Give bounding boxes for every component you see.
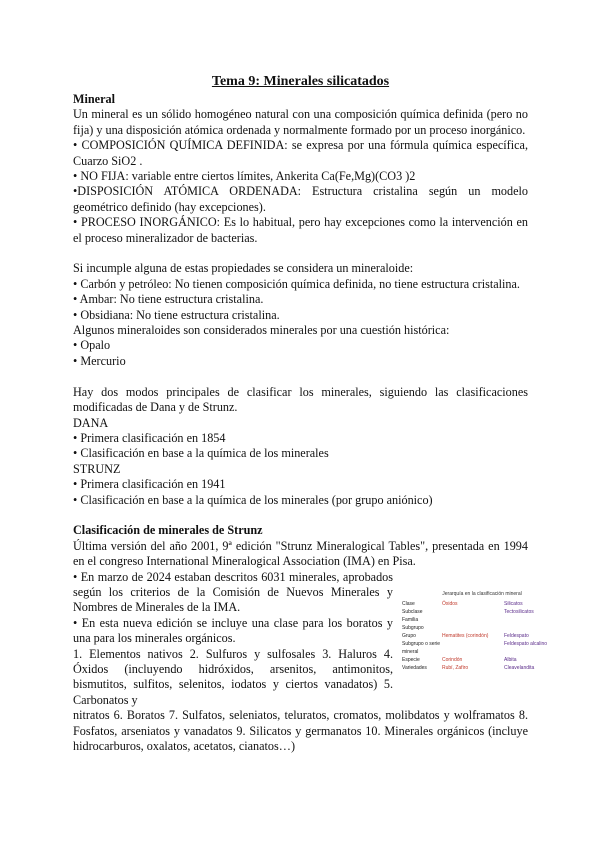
figure-cell [442,616,504,624]
figure-row [402,664,562,672]
clases-list-part1: 1. Elementos nativos 2. Sulfuros y sulfosales 3. Haluros 4. Óxidos (incluyendo hidróxidos, arsenitos, antimonitos, bismutitos, sulfitos, selenitos, iodatos y ciertos vanadatos) 5. Carbonatos y [73,646,393,707]
figure-cell [442,624,504,632]
bullet-dana-2: • Clasificación en base a la química de los minerales [73,446,329,461]
bullet-proceso: • PROCESO INORGÁNICO: Es lo habitual, pero hay excepciones como la intervención en el proceso mineralizador de bacterias. [73,215,528,245]
figure-title: Jerarquía en la clasificación mineral [442,591,522,597]
clases-list-part2: nitratos 6. Boratos 7. Sulfatos, seleniatos, teluratos, cromatos, molibdatos y wolframatos 8. Fosfatos, arseniatos y vanadatos 9. Silicatos y germanatos 10. Minerales orgánicos (incluye hidrocarburos, oxalatos, acetatos, cianatos…) [73,708,528,754]
mineral-definition: Un mineral es un sólido homogéneo natural con una composición química definida (pero no fija) y una disposición atómica ordenada y normalmente formado por un proceso inorgánico. [73,107,528,137]
figure-cell [504,616,562,624]
page-title: Tema 9: Minerales silicatados [211,74,390,89]
strunz-heading: Clasificación de minerales de Strunz [73,523,263,538]
clasificacion-intro: Hay dos modos principales de clasificar los minerales, siguiendo las clasificaciones modificadas de Dana y de Strunz. [73,384,528,415]
figure-cell: Especie [402,657,420,663]
mineraloide-intro: Si incumple alguna de estas propiedades se considera un mineraloide: [73,261,414,276]
figure-cell: Feldespato [504,633,529,639]
bullet-minerales-2024: • En marzo de 2024 estaban descritos 6031 minerales, aprobados según los criterios de la Comisión de Nuevos Minerales y Nombres de Minerales de la IMA. [73,569,393,615]
figure-cell: Silicatos [504,601,523,607]
figure-cell: Feldespato alcalino [504,641,548,647]
strunz-edition: Última versión del año 2001, 9ª edición "Strunz Mineralogical Tables", presentada en 1994 en el congreso International Mineralogical Association (IMA) en Pisa. [73,538,528,569]
figure-cell: Variedades [402,665,427,671]
figure-cell: Rubí, Zafiro [442,665,469,671]
figure-cell: Cleavelandita [504,665,535,671]
mineral-heading: Mineral [73,92,115,106]
figure-cell: Grupo [402,633,416,639]
bullet-disposicion: •DISPOSICIÓN ATÓMICA ORDENADA: Estructura cristalina según un modelo geométrico definido (hay excepciones). [73,184,528,214]
bullet-mercurio: • Mercurio [73,353,126,368]
figure-cell: Óxidos [442,601,458,607]
figure-row [402,624,562,632]
strunz-label: STRUNZ [73,461,121,476]
mineraloide-historic: Algunos mineraloides son considerados minerales por una cuestión histórica: [73,323,450,338]
figure-cell: Familia [402,617,419,623]
bullet-opalo: • Opalo [73,338,111,353]
bullet-composicion: • COMPOSICIÓN QUÍMICA DEFINIDA: se expresa por una fórmula química específica, Cuarzo SiO2 . [73,138,528,168]
bullet-strunz-1: • Primera clasificación en 1941 [73,477,226,492]
figure-row [402,616,562,624]
figure-row [402,632,562,640]
figure-cell [504,624,562,632]
figure-cell: Subgrupo [402,625,424,631]
bullet-strunz-2: • Clasificación en base a la química de los minerales (por grupo aniónico) [73,492,433,507]
figure-row [402,640,562,656]
bullet-obsidiana: • Obsidiana: No tiene estructura cristalina. [73,307,280,322]
figure-cell: Clase [402,601,415,607]
bullet-ambar: • Ambar: No tiene estructura cristalina. [73,292,264,307]
figure-cell: Corindón [442,657,463,663]
figure-cell: Tectosilicatos [504,609,534,615]
bullet-no-fija: • NO FIJA: variable entre ciertos límites, Ankerita Ca(Fe,Mg)(CO3 )2 [73,169,416,184]
figure-cell: Hematites (corindón) [442,633,489,639]
figure-cell [442,640,504,656]
bullet-nueva-edicion: • En esta nueva edición se incluye una clase para los boratos y una para los minerales orgánicos. [73,615,393,646]
dana-label: DANA [73,415,109,430]
figure-row [402,656,562,664]
figure-cell: Albita [504,657,517,663]
jerarquia-figure [402,590,562,676]
bullet-carbon: • Carbón y petróleo: No tienen composición química definida, no tiene estructura cristalina. [73,276,520,291]
figure-cell: Subgrupo o serie mineral [402,641,441,655]
figure-cell: Subclase [402,609,423,615]
figure-cell [442,608,504,616]
figure-row [402,600,562,608]
bullet-dana-1: • Primera clasificación en 1854 [73,430,226,445]
figure-row [402,608,562,616]
